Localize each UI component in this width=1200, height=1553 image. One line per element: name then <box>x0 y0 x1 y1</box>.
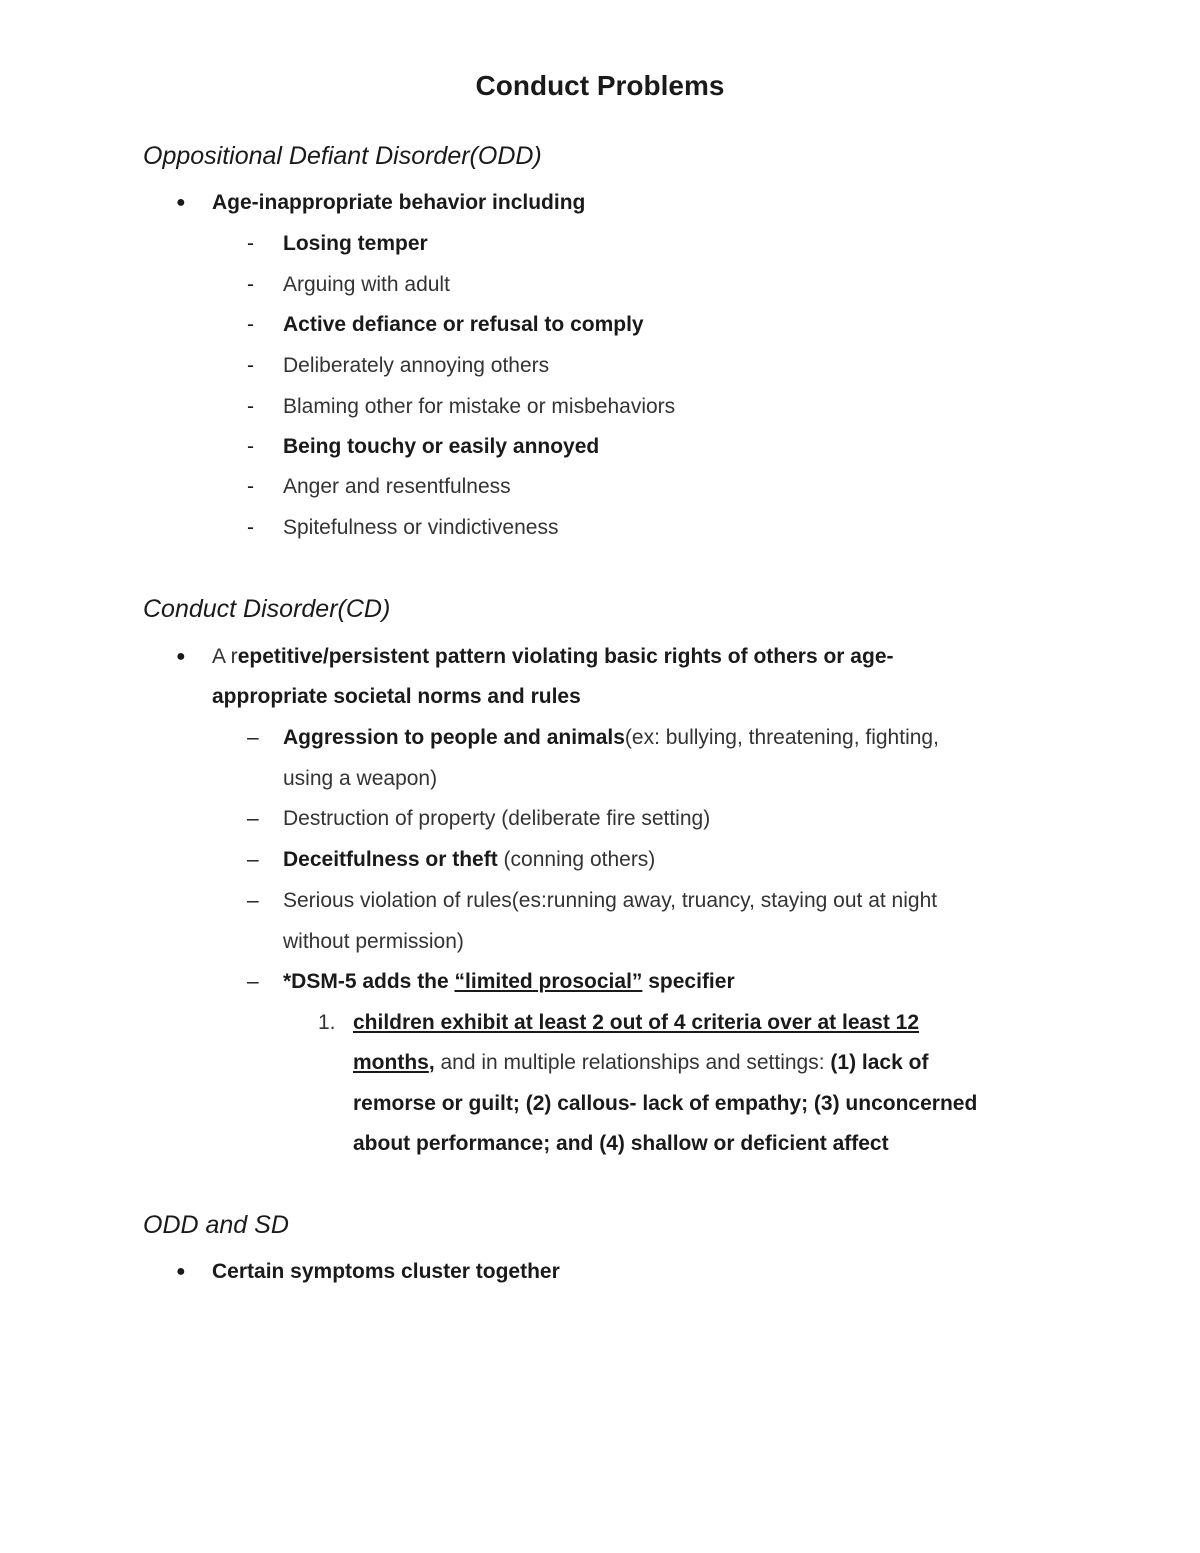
cd-item-1-cont: using a weapon) <box>283 767 438 790</box>
dash-glyph: – <box>247 848 259 871</box>
cd-item-5-a: *DSM-5 adds the <box>283 970 455 993</box>
bullet-glyph: ● <box>176 648 186 665</box>
cd-item-4-cont: without permission) <box>283 930 464 953</box>
dash-glyph: - <box>247 313 254 336</box>
cd-sub-line-4: about performance; and (4) shallow or deficient affect <box>353 1132 889 1155</box>
cd-item-3-bold: Deceitfulness or theft <box>283 848 498 871</box>
cd-item-1-bold: Aggression to people and animals <box>283 726 625 749</box>
dash-glyph: - <box>247 232 254 255</box>
cd-bullet-line-2: appropriate societal norms and rules <box>212 685 581 708</box>
dash-glyph: - <box>247 475 254 498</box>
cd-sub-line-2 <box>353 1051 928 1075</box>
bullet-glyph: ● <box>176 1263 186 1280</box>
odd-item-4: Deliberately annoying others <box>283 354 550 377</box>
cd-heading: Conduct Disorder(CD) <box>143 595 391 623</box>
sub-number: 1. <box>318 1011 336 1034</box>
dash-glyph: – <box>247 970 259 993</box>
cd-item-5-specifier: “limited prosocial” <box>454 970 643 993</box>
cd-item-2: Destruction of property (deliberate fire setting) <box>283 807 711 830</box>
odd-item-8: Spitefulness or vindictiveness <box>283 516 559 539</box>
cd-sub-line-3: remorse or guilt; (2) callous- lack of empathy; (3) unconcerned <box>353 1092 978 1115</box>
cd-item-5-c: specifier <box>642 970 735 993</box>
dash-glyph: – <box>247 726 259 749</box>
dash-glyph: - <box>247 435 254 458</box>
cd-item-3 <box>283 848 655 872</box>
oddsd-heading: ODD and SD <box>143 1211 289 1239</box>
odd-item-7: Anger and resentfulness <box>283 475 511 498</box>
page-title: Conduct Problems <box>475 70 725 101</box>
dash-glyph: - <box>247 273 254 296</box>
cd-sub-comma: , <box>428 1051 435 1074</box>
odd-item-6: Being touchy or easily annoyed <box>283 435 600 458</box>
dash-glyph: - <box>247 395 254 418</box>
cd-sub-criterion-1: (1) lack of <box>830 1051 929 1074</box>
oddsd-bullet: Certain symptoms cluster together <box>212 1260 560 1283</box>
cd-bullet-text: epetitive/persistent pattern violating basic rights of others or age- <box>237 645 894 668</box>
cd-sub-line-1: children exhibit at least 2 out of 4 criteria over at least 12 <box>353 1011 920 1034</box>
dash-glyph: - <box>247 354 254 377</box>
cd-item-1-text: (ex: bullying, threatening, fighting, <box>624 726 939 749</box>
cd-bullet-line-1 <box>212 645 894 669</box>
cd-item-4: Serious violation of rules(es:running away, truancy, staying out at night <box>283 889 938 912</box>
odd-heading: Oppositional Defiant Disorder(ODD) <box>143 142 542 170</box>
cd-item-1 <box>283 726 939 750</box>
odd-item-3: Active defiance or refusal to comply <box>283 313 644 336</box>
dash-glyph: – <box>247 889 259 912</box>
odd-item-2: Arguing with adult <box>283 273 450 296</box>
cd-sub-settings: and in multiple relationships and settings: <box>434 1051 831 1074</box>
dash-glyph: – <box>247 807 259 830</box>
cd-sub-months: months <box>353 1051 429 1074</box>
bullet-glyph: ● <box>176 194 186 211</box>
cd-item-5 <box>283 970 735 994</box>
odd-item-5: Blaming other for mistake or misbehaviors <box>283 395 676 418</box>
odd-bullet: Age-inappropriate behavior including <box>212 191 586 214</box>
odd-item-1: Losing temper <box>283 232 428 255</box>
dash-glyph: - <box>247 516 254 539</box>
cd-bullet-prefix: A r <box>212 645 238 668</box>
cd-item-3-text: (conning others) <box>497 848 656 871</box>
